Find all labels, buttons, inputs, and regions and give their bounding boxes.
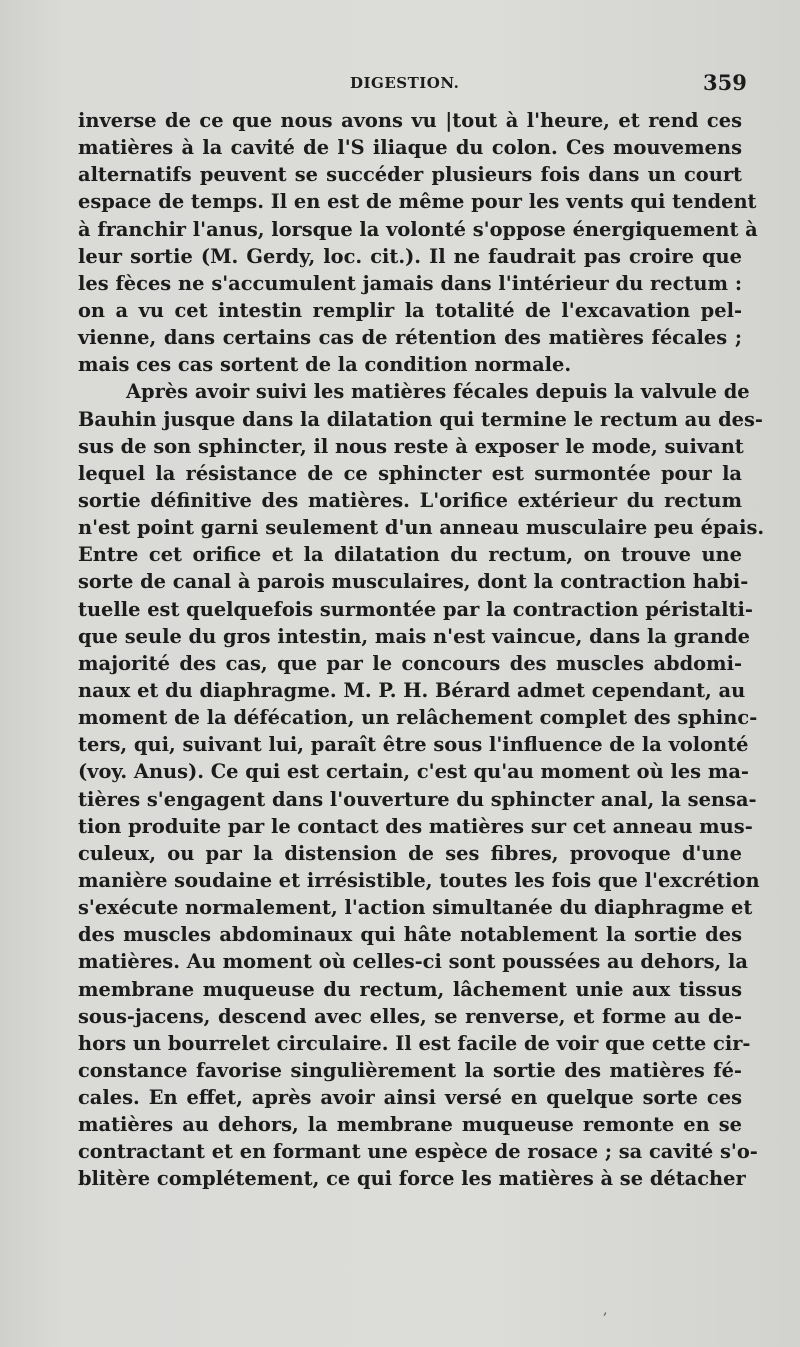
running-head [0,70,800,102]
text-line: Bauhin jusque dans la dilatation qui termine le rectum au des- [78,407,763,431]
text-line: moment de la défécation, un relâchement complet des sphinc- [78,706,758,730]
text-line: blitère complétement, ce qui force les matières à se détacher [78,1167,746,1191]
text-line: ters, qui, suivant lui, paraît être sous l'influence de la volonté [78,733,749,757]
footer-mark: , [603,1302,608,1318]
text-line: s'exécute normalement, l'action simultanée du diaphragme et [78,896,753,920]
text-line: matières au dehors, la membrane muqueuse remonte en se [78,1113,742,1137]
text-line: sus de son sphincter, il nous reste à exposer le mode, suivant [78,434,744,458]
text-line: tion produite par le contact des matières sur cet anneau mus- [78,814,753,838]
text-line: vienne, dans certains cas de rétention des matières fécales ; [78,326,742,350]
text-line: alternatifs peuvent se succéder plusieurs fois dans un court [78,163,742,187]
text-line: naux et du diaphragme. M. P. H. Bérard admet cependant, au [78,678,746,702]
text-line: contractant et en formant une espèce de rosace ; sa cavité s'o- [78,1140,758,1164]
text-line: les fèces ne s'accumulent jamais dans l'intérieur du rectum : [78,271,742,295]
text-line: cales. En effet, après avoir ainsi versé en quelque sorte ces [78,1086,742,1110]
text-line: mais ces cas sortent de la condition normale. [78,353,572,377]
running-title: DIGESTION. [350,74,460,92]
text-line: Entre cet orifice et la dilatation du rectum, on trouve une [78,543,742,567]
text-line: hors un bourrelet circulaire. Il est facile de voir que cette cir- [78,1031,751,1055]
text-line: des muscles abdominaux qui hâte notablement la sortie des [78,923,742,947]
text-line: tuelle est quelquefois surmontée par la contraction péristalti- [78,597,753,621]
text-line: matières. Au moment où celles-ci sont poussées au dehors, la [78,950,748,974]
text-line: inverse de ce que nous avons vu |tout à l'heure, et rend ces [78,109,742,132]
text-line: sous-jacens, descend avec elles, se renverse, et forme au de- [78,1004,742,1028]
text-line: matières à la cavité de l'S iliaque du colon. Ces mouvemens [78,136,742,160]
text-line: constance favorise singulièrement la sortie des matières fé- [78,1058,742,1082]
text-line: majorité des cas, que par le concours des muscles abdomi- [78,651,742,675]
text-line: on a vu cet intestin remplir la totalité de l'excavation pel- [78,298,742,322]
body-text [78,107,765,1193]
text-line: sortie définitive des matières. L'orifice extérieur du rectum [78,488,742,512]
paragraph-first-line: Après avoir suivi les matières fécales depuis la valvule de [126,380,750,404]
text-line: espace de temps. Il en est de même pour les vents qui tendent [78,190,757,214]
text-line: culeux, ou par la distension de ses fibres, provoque d'une [78,841,742,865]
text-line: (voy. Anus). Ce qui est certain, c'est qu'au moment où les ma- [78,760,749,784]
text-line: leur sortie (M. Gerdy, loc. cit.). Il ne faudrait pas croire que [78,244,742,268]
text-line: manière soudaine et irrésistible, toutes les fois que l'excrétion [78,868,760,892]
text-line: membrane muqueuse du rectum, lâchement unie aux tissus [78,977,742,1001]
text-line: n'est point garni seulement d'un anneau musculaire peu épais. [78,516,765,540]
text-line: tières s'engagent dans l'ouverture du sphincter anal, la sensa- [78,787,757,811]
page-number: 359 [703,70,747,95]
text-line: lequel la résistance de ce sphincter est surmontée pour la [78,461,742,485]
text-line: sorte de canal à parois musculaires, dont la contraction habi- [78,570,749,594]
text-line: que seule du gros intestin, mais n'est vaincue, dans la grande [78,624,750,648]
text-line: à franchir l'anus, lorsque la volonté s'oppose énergiquement à [78,217,758,241]
